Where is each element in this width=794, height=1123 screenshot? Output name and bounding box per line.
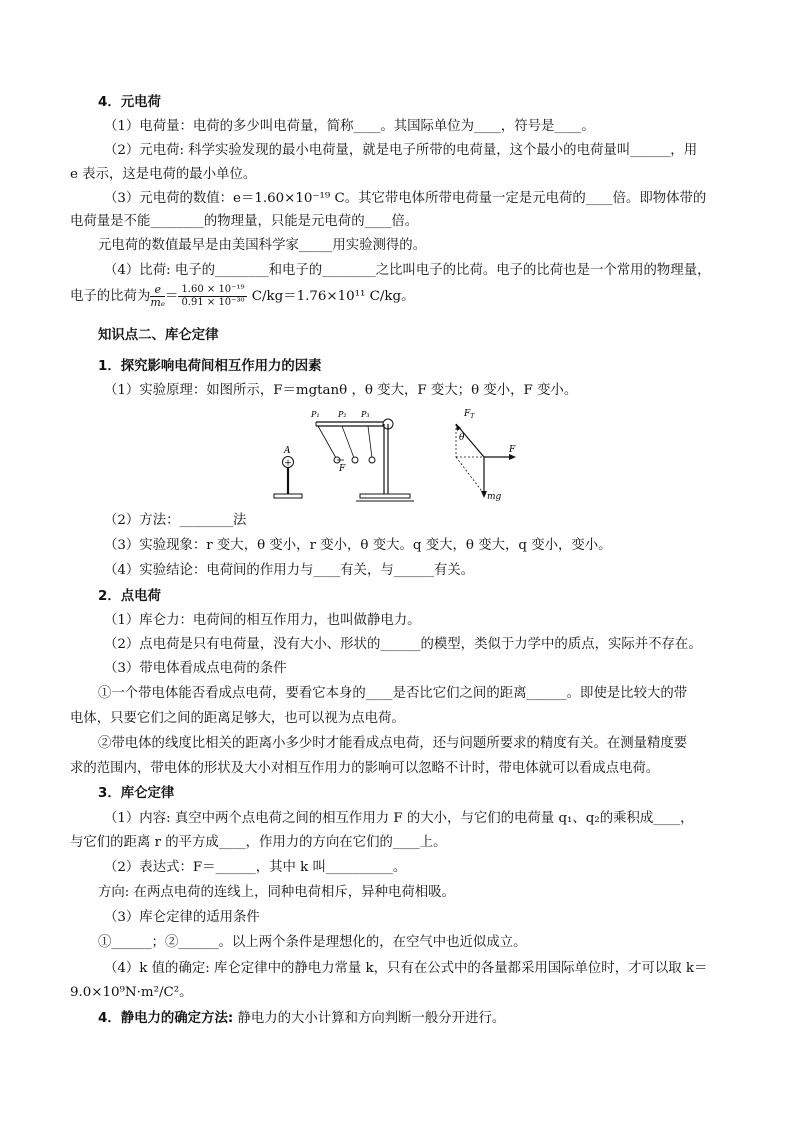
pc-line-7: 求的范围内，带电体的形状及大小对相互作用力的影响可以忽略不计时，带电体就可以看成点电荷。	[70, 761, 660, 776]
label-p3: P₃	[361, 410, 370, 419]
pc-line-6: ②带电体的线度比相关的距离小多少时才能看成点电荷，还与问题所要求的精度有关。在测量精度要	[98, 736, 688, 751]
exp-line-2: （2）方法：________法	[104, 513, 247, 528]
ratio-suffix: C/kg＝1.76×10¹¹ C/kg。	[251, 289, 415, 304]
kp2-sub4	[98, 1010, 505, 1028]
s4-line-3: e 表示，这是电荷的最小单位。	[70, 167, 257, 182]
cl-line-2: 与它们的距离 r 的平方成____，作用力的方向在它们的____上。	[70, 835, 447, 850]
cl-line-7: （4）k 值的确定: 库仑定律中的静电力常量 k，只有在公式中的各量都采用国际单位时，才可以取 k＝	[104, 961, 708, 976]
cl-line-5: （3）库仑定律的适用条件	[104, 910, 260, 925]
label-a: A	[284, 446, 291, 456]
ratio-value-denominator: 0.91 × 10⁻³⁰	[181, 297, 245, 308]
s4-line-6: 元电荷的数值最早是由美国科学家_____用实验测得的。	[98, 238, 427, 253]
force-diagram	[456, 409, 516, 502]
kp2-sub2: 2．点电荷	[98, 589, 161, 604]
s4-line-8	[70, 282, 414, 312]
kp2-sub1: 1．探究影响电荷间相互作用力的因素	[98, 359, 322, 374]
kp2-sub3: 3．库仑定律	[98, 786, 175, 801]
label-p1: P₁	[311, 410, 320, 419]
pc-line-3: （3）带电体看成点电荷的条件	[104, 661, 287, 676]
s4-line-4: （3）元电荷的数值：e＝1.60×10⁻¹⁹ C。其它带电体所带电荷量一定是元电荷的____倍。即物体带的	[104, 191, 707, 206]
ratio-symbol-denominator: mₑ	[150, 296, 166, 309]
s4-line-5: 电荷量是不能________的物理量，只能是元电荷的____倍。	[70, 214, 419, 229]
s4-line-1: （1）电荷量：电荷的多少叫电荷量，简称____。其国际单位为____，符号是____。	[104, 119, 595, 134]
s4-line-2: （2）元电荷: 科学实验发现的最小电荷量，就是电子所带的电荷量，这个最小的电荷量叫______，用	[104, 143, 698, 158]
ratio-symbol-fraction	[150, 284, 165, 309]
cl-line-6: ①______；②______。以上两个条件是理想化的，在空气中也近似成立。	[98, 935, 527, 950]
ratio-prefix: 电子的比荷为	[70, 289, 151, 304]
sphere-a-stand	[274, 446, 302, 498]
label-theta: θ	[459, 433, 465, 443]
label-f: F	[509, 445, 516, 455]
pc-line-5: 电体，只要它们之间的距离足够大，也可以视为点电荷。	[70, 711, 405, 726]
kp2-sub4-title: 4．静电力的确定方法:	[98, 1011, 234, 1026]
coulomb-experiment-figure	[260, 402, 530, 504]
ratio-value-fraction	[178, 284, 247, 309]
ratio-value-numerator: 1.60 × 10⁻¹⁹	[178, 284, 247, 297]
cl-line-8: 9.0×10⁹N·m²/C²。	[70, 985, 193, 1000]
exp-line-1: （1）实验原理：如图所示，F＝mgtanθ ，θ 变大，F 变大；θ 变小，F 变小。	[104, 383, 578, 398]
equals-sign: ＝	[165, 289, 179, 304]
exp-line-4: （4）实验结论：电荷间的作用力与____有关，与______有关。	[104, 563, 475, 578]
pendulum-frame	[310, 410, 414, 501]
section-4-title: 4．元电荷	[98, 95, 161, 110]
cl-line-1: （1）内容: 真空中两个点电荷之间的相互作用力 F 的大小，与它们的电荷量 q₁、q₂的乘积成____，	[104, 811, 694, 826]
cl-line-3: （2）表达式：F＝______，其中 k 叫__________。	[104, 860, 407, 875]
label-f-small: F	[339, 464, 346, 474]
label-mg: mg	[487, 492, 502, 502]
plus-sign: +	[284, 458, 292, 469]
cl-line-4: 方向: 在两点电荷的连线上，同种电荷相斥，异种电荷相吸。	[98, 885, 455, 900]
pc-line-2: （2）点电荷是只有电荷量，没有大小、形状的______的模型，类似于力学中的质点，实际并不存在。	[104, 637, 702, 652]
ratio-symbol-numerator: e	[150, 284, 165, 297]
label-ft: $F_T$	[464, 409, 475, 420]
pc-line-4: ①一个带电体能否看成点电荷，要看它本身的____是否比它们之间的距离______。即使是比较大的带	[98, 686, 688, 701]
label-p2: P₂	[338, 410, 347, 419]
kp2-title: 知识点二、库仑定律	[98, 328, 219, 343]
exp-line-3: （3）实验现象：r 变大，θ 变小，r 变小，θ 变大。q 变大，θ 变大，q 变小，变小。	[104, 538, 612, 553]
pc-line-1: （1）库仑力：电荷间的相互作用力，也叫做静电力。	[104, 613, 421, 628]
kp2-sub4-text: 静电力的大小计算和方向判断一般分开进行。	[233, 1011, 506, 1026]
s4-line-7: （4）比荷: 电子的________和电子的________之比叫电子的比荷。电子的比荷也是一个常用的物理量，	[104, 263, 711, 278]
